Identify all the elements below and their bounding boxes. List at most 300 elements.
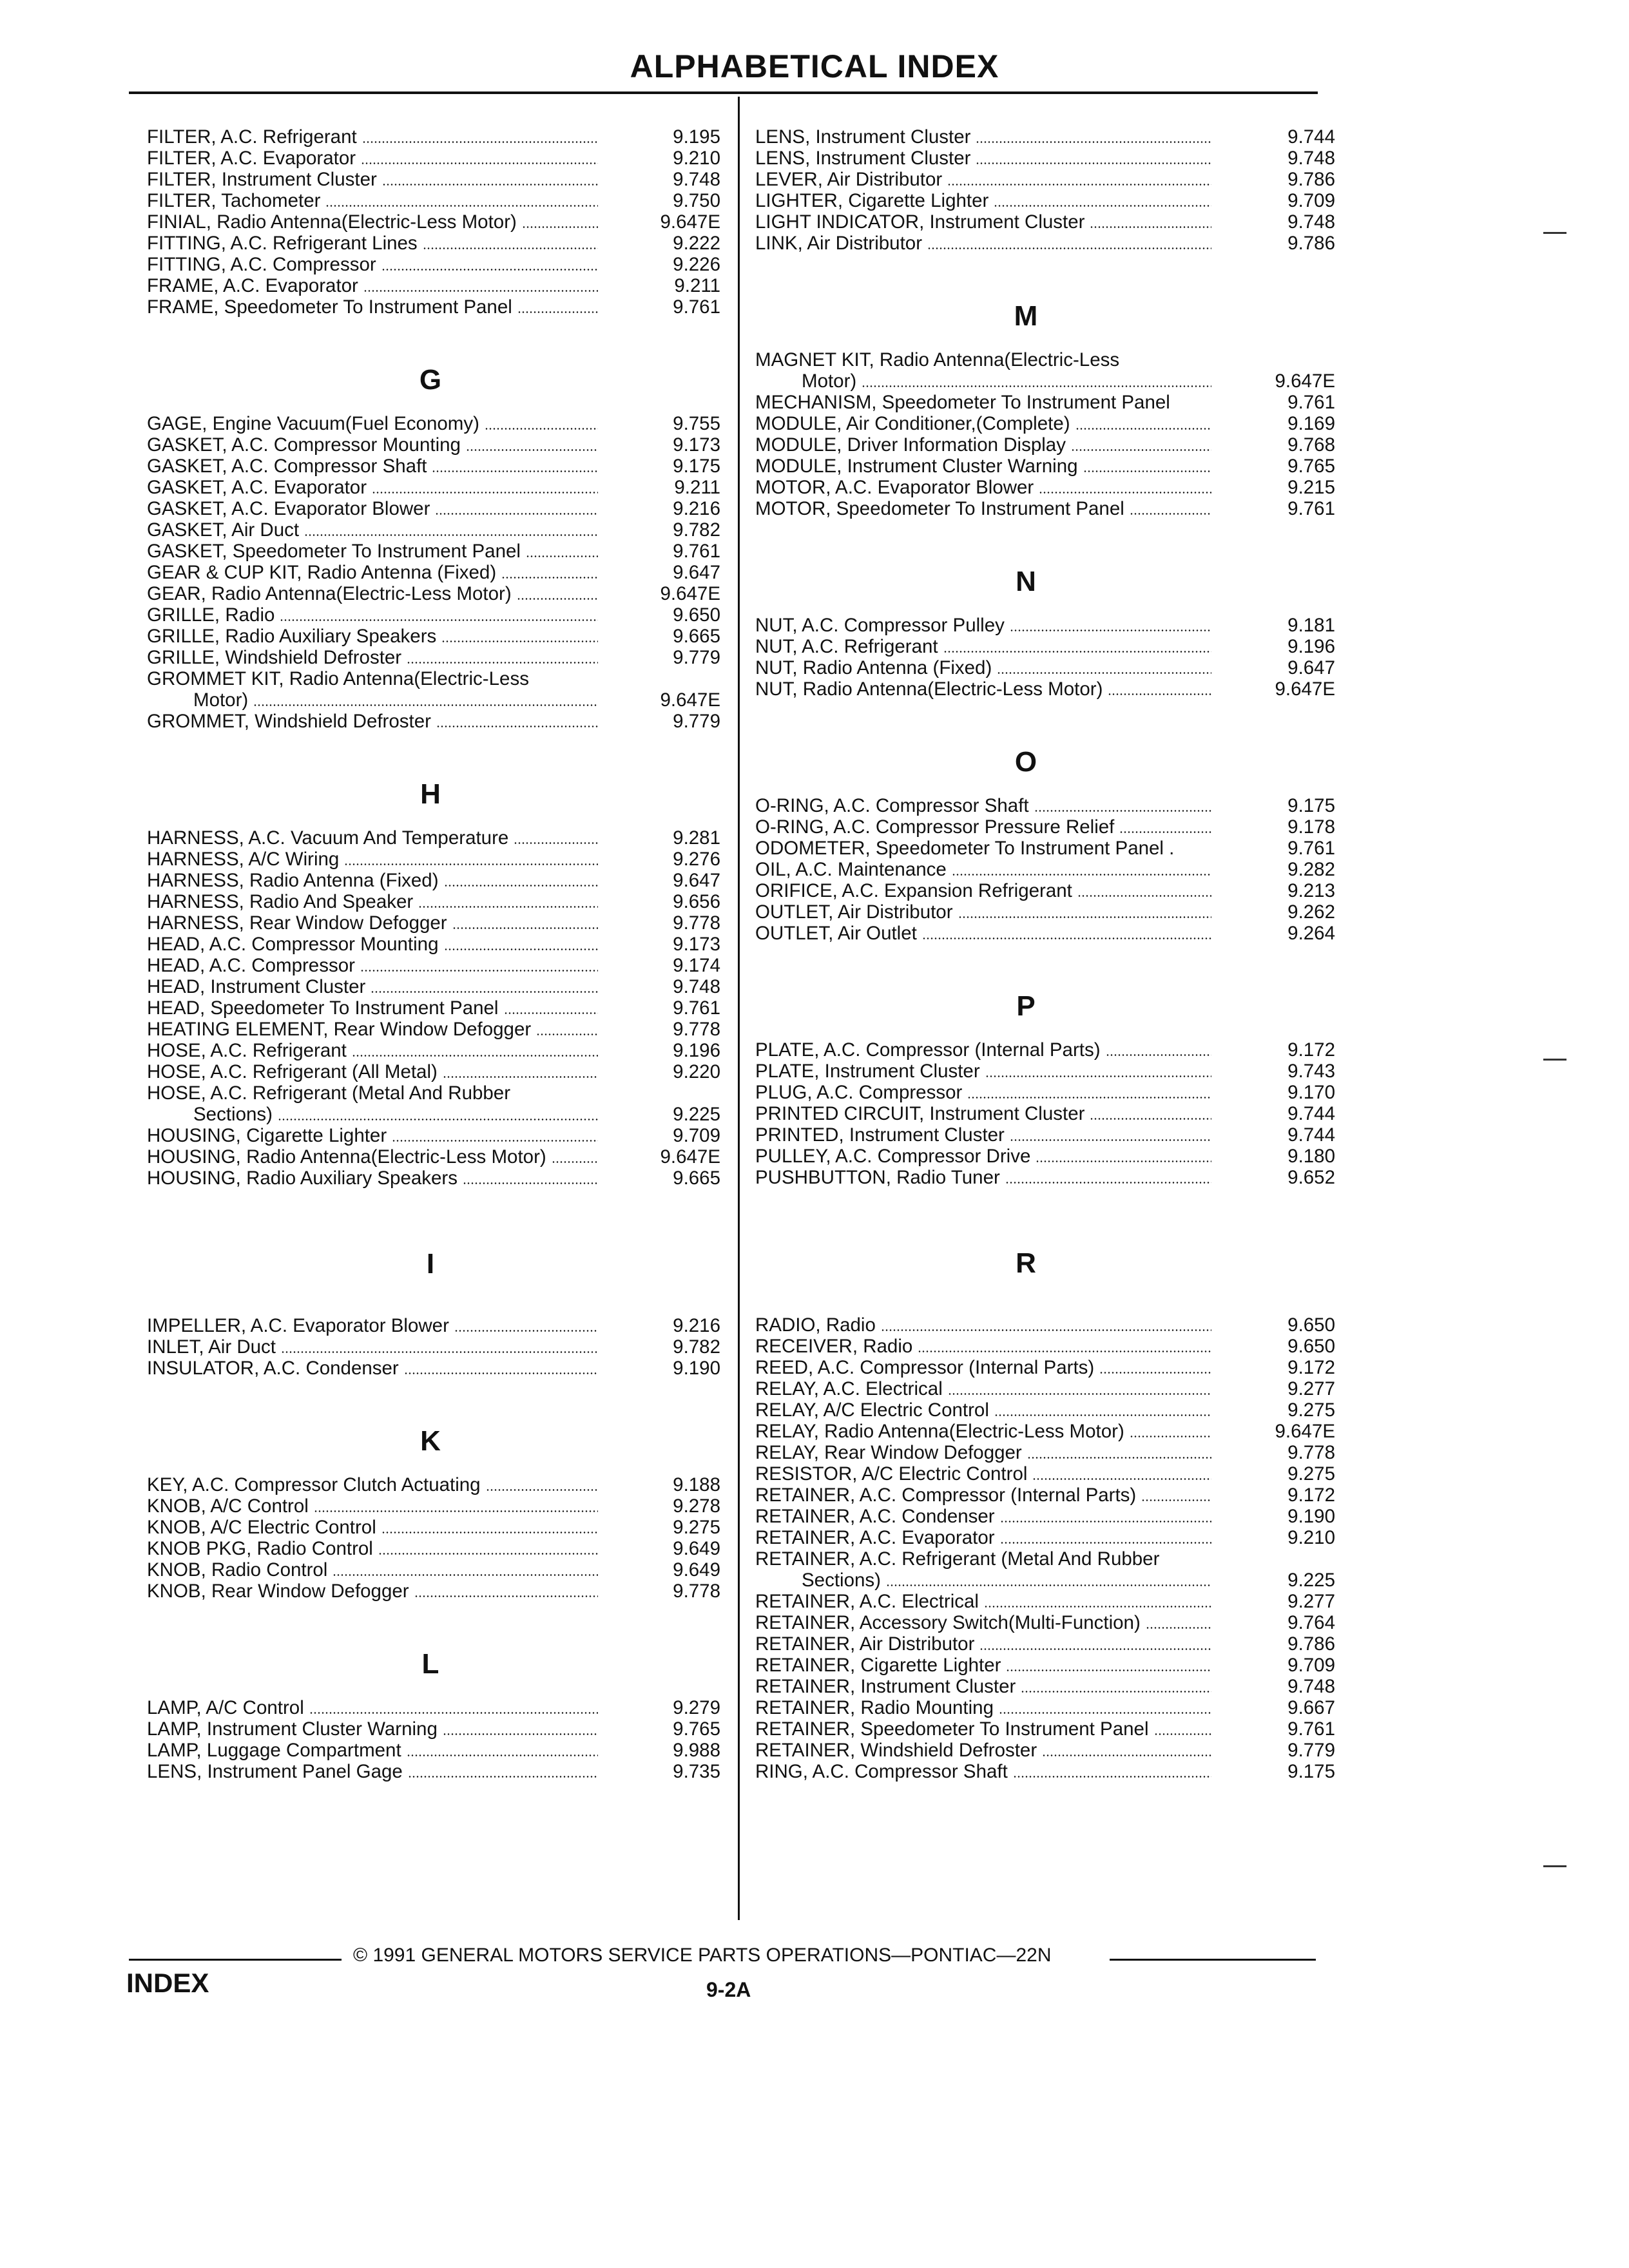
leader-dots xyxy=(1130,1436,1211,1437)
section-letter: K xyxy=(420,1425,441,1457)
leader-dots xyxy=(444,885,598,887)
entry-page-ref: 9.709 xyxy=(673,1125,720,1146)
leader-dots xyxy=(526,555,598,557)
index-entry xyxy=(147,413,720,434)
leader-dots xyxy=(378,1553,598,1555)
entry-page-ref: 9.647 xyxy=(673,562,720,583)
index-entry xyxy=(755,901,1335,923)
entry-page-ref: 9.779 xyxy=(673,711,720,732)
entry-name: PRINTED CIRCUIT, Instrument Cluster xyxy=(755,1103,1085,1124)
entry-page-ref: 9.174 xyxy=(673,955,720,976)
leader-dots xyxy=(994,1414,1211,1416)
leader-dots xyxy=(361,162,598,164)
index-entry xyxy=(147,1761,720,1782)
leader-dots xyxy=(927,247,1211,249)
entry-name: RETAINER, A.C. Condenser xyxy=(755,1506,995,1527)
index-entry xyxy=(755,1146,1335,1167)
entry-page-ref: 9.225 xyxy=(673,1104,720,1125)
entry-name: RETAINER, Accessory Switch(Multi-Function) xyxy=(755,1612,1141,1633)
section-letter: O xyxy=(1014,746,1037,778)
index-entry xyxy=(147,211,720,233)
leader-dots xyxy=(1042,1754,1211,1756)
entry-name: RETAINER, Radio Mounting xyxy=(755,1697,994,1718)
index-entry xyxy=(147,1336,720,1358)
entry-page-ref: 9.175 xyxy=(1287,795,1335,816)
entry-page-ref: 9.761 xyxy=(673,997,720,1019)
entry-page-ref: 9.275 xyxy=(1287,1399,1335,1421)
leader-dots xyxy=(862,385,1211,387)
entry-name: RELAY, A.C. Electrical xyxy=(755,1378,943,1399)
index-entry xyxy=(755,1548,1335,1570)
leader-dots xyxy=(1000,1542,1211,1544)
section-letter: G xyxy=(419,364,442,396)
leader-dots xyxy=(362,141,598,143)
index-entry xyxy=(755,1570,1335,1591)
entry-name: RETAINER, Instrument Cluster xyxy=(755,1676,1016,1697)
entry-name: INLET, Air Duct xyxy=(147,1336,276,1358)
section-letter: M xyxy=(1014,300,1038,332)
entry-page-ref: 9.761 xyxy=(1287,392,1335,413)
entry-page-ref: 9.647E xyxy=(660,211,720,233)
entry-page-ref: 9.262 xyxy=(1287,901,1335,923)
entry-page-ref: 9.180 xyxy=(1287,1146,1335,1167)
leader-dots xyxy=(1036,1160,1211,1162)
leader-dots xyxy=(352,1055,598,1057)
entry-name: MODULE, Instrument Cluster Warning xyxy=(755,456,1078,477)
leader-dots xyxy=(278,1119,598,1120)
index-entry xyxy=(147,275,720,296)
entry-page-ref: 9.665 xyxy=(673,626,720,647)
entry-name: GEAR, Radio Antenna(Electric-Less Motor) xyxy=(147,583,512,604)
entry-page-ref: 9.650 xyxy=(1287,1314,1335,1336)
entry-page-ref: 9.173 xyxy=(673,434,720,456)
entry-page-ref: 9.282 xyxy=(1287,859,1335,880)
footer-page-number: 9-2A xyxy=(706,1978,751,2001)
index-entry xyxy=(147,1082,720,1104)
entry-name: LIGHTER, Cigarette Lighter xyxy=(755,190,989,211)
entry-page-ref: 9.761 xyxy=(1287,1718,1335,1740)
leader-dots xyxy=(325,205,598,207)
leader-dots xyxy=(436,726,598,727)
leader-dots xyxy=(372,492,598,494)
leader-dots xyxy=(1071,449,1211,451)
leader-dots xyxy=(999,1712,1211,1714)
index-entry xyxy=(147,849,720,870)
leader-dots xyxy=(979,1648,1211,1650)
section-letter: R xyxy=(1016,1247,1036,1279)
leader-dots xyxy=(985,1075,1211,1077)
column-divider xyxy=(738,97,740,1920)
entry-name: HOSE, A.C. Refrigerant xyxy=(147,1040,347,1061)
entry-page-ref: 9.647 xyxy=(1287,657,1335,678)
leader-dots xyxy=(360,970,598,972)
entry-name: Motor) xyxy=(802,370,857,392)
entry-page-ref: 9.196 xyxy=(1287,636,1335,657)
entry-name: OUTLET, Air Distributor xyxy=(755,901,953,923)
index-entry xyxy=(755,190,1335,211)
entry-name: O-RING, A.C. Compressor Pressure Relief xyxy=(755,816,1115,838)
leader-dots xyxy=(1013,1776,1211,1778)
index-entry xyxy=(147,912,720,934)
index-entry xyxy=(147,689,720,711)
entry-page-ref: 9.761 xyxy=(1287,498,1335,519)
index-entry xyxy=(755,413,1335,434)
index-entry xyxy=(147,1495,720,1517)
entry-name: HOSE, A.C. Refrigerant (Metal And Rubber xyxy=(147,1082,511,1104)
entry-name: HARNESS, A.C. Vacuum And Temperature xyxy=(147,827,509,849)
entry-name: HEATING ELEMENT, Rear Window Defogger xyxy=(147,1019,532,1040)
index-entry xyxy=(147,1517,720,1538)
leader-dots xyxy=(1090,226,1211,228)
entry-name: LENS, Instrument Cluster xyxy=(755,148,971,169)
entry-page-ref: 9.782 xyxy=(673,1336,720,1358)
entry-page-ref: 9.173 xyxy=(673,934,720,955)
index-entry xyxy=(755,1039,1335,1061)
index-entry xyxy=(755,1633,1335,1655)
entry-name: HOUSING, Radio Auxiliary Speakers xyxy=(147,1168,458,1189)
index-entry xyxy=(755,816,1335,838)
leader-dots xyxy=(435,513,598,515)
entry-name: RETAINER, Cigarette Lighter xyxy=(755,1655,1001,1676)
entry-page-ref: 9.765 xyxy=(673,1718,720,1740)
entry-page-ref: 9.211 xyxy=(674,275,720,296)
leader-dots xyxy=(454,1330,598,1332)
entry-page-ref: 9.650 xyxy=(673,604,720,626)
entry-name: RESISTOR, A/C Electric Control xyxy=(755,1463,1028,1485)
entry-name: GASKET, A.C. Compressor Shaft xyxy=(147,456,427,477)
index-entry xyxy=(755,859,1335,880)
index-entry xyxy=(755,370,1335,392)
entry-page-ref: 9.748 xyxy=(1287,211,1335,233)
entry-name: HARNESS, Radio Antenna (Fixed) xyxy=(147,870,439,891)
entry-name: RETAINER, A.C. Evaporator xyxy=(755,1527,995,1548)
index-entry xyxy=(755,657,1335,678)
entry-name: ORIFICE, A.C. Expansion Refrigerant xyxy=(755,880,1072,901)
index-entry xyxy=(755,233,1335,254)
entry-name: GASKET, Speedometer To Instrument Panel xyxy=(147,541,521,562)
entry-name: RELAY, A/C Electric Control xyxy=(755,1399,989,1421)
entry-name: INSULATOR, A.C. Condenser xyxy=(147,1358,399,1379)
entry-page-ref: 9.761 xyxy=(673,296,720,318)
entry-name: PULLEY, A.C. Compressor Drive xyxy=(755,1146,1031,1167)
entry-name: MODULE, Air Conditioner,(Complete) xyxy=(755,413,1070,434)
index-entry xyxy=(147,519,720,541)
entry-name: FRAME, A.C. Evaporator xyxy=(147,275,358,296)
entry-name: LINK, Air Distributor xyxy=(755,233,923,254)
entry-page-ref: 9.172 xyxy=(1287,1039,1335,1061)
entry-name: MAGNET KIT, Radio Antenna(Electric-Less xyxy=(755,349,1120,370)
entry-name: O-RING, A.C. Compressor Shaft xyxy=(755,795,1029,816)
leader-dots xyxy=(1010,629,1211,631)
index-entry xyxy=(147,1474,720,1495)
leader-dots xyxy=(1032,1478,1211,1480)
index-column-right xyxy=(755,126,1335,1782)
leader-dots xyxy=(423,247,598,249)
entry-name: LIGHT INDICATOR, Instrument Cluster xyxy=(755,211,1085,233)
entry-page-ref: 9.778 xyxy=(673,912,720,934)
index-column-left xyxy=(147,126,720,1782)
index-entry xyxy=(147,190,720,211)
header-rule xyxy=(129,91,1318,94)
entry-page-ref: 9.709 xyxy=(1287,190,1335,211)
leader-dots xyxy=(280,619,598,621)
section-letter-heading xyxy=(147,318,720,413)
entry-page-ref: 9.649 xyxy=(673,1559,720,1581)
entry-page-ref: 9.216 xyxy=(673,498,720,519)
leader-dots xyxy=(1021,1691,1211,1693)
entry-page-ref: 9.172 xyxy=(1287,1357,1335,1378)
leader-dots xyxy=(443,1076,598,1078)
entry-page-ref: 9.278 xyxy=(673,1495,720,1517)
index-entry xyxy=(147,148,720,169)
section-letter-heading xyxy=(147,732,720,827)
entry-name: MECHANISM, Speedometer To Instrument Panel xyxy=(755,392,1170,413)
leader-dots xyxy=(404,1372,598,1374)
entry-page-ref: 9.225 xyxy=(1287,1570,1335,1591)
index-entry xyxy=(147,1718,720,1740)
entry-page-ref: 9.226 xyxy=(673,254,720,275)
index-entry xyxy=(147,1358,720,1379)
leader-dots xyxy=(253,704,598,706)
index-entry xyxy=(755,1612,1335,1633)
entry-name: Motor) xyxy=(193,689,249,711)
entry-name: HEAD, A.C. Compressor xyxy=(147,955,355,976)
entry-page-ref: 9.786 xyxy=(1287,1633,1335,1655)
entry-name: PLUG, A.C. Compressor xyxy=(755,1082,963,1103)
index-entry xyxy=(755,838,1335,859)
entry-page-ref: 9.709 xyxy=(1287,1655,1335,1676)
entry-name: RELAY, Radio Antenna(Electric-Less Motor) xyxy=(755,1421,1124,1442)
index-entry xyxy=(755,1421,1335,1442)
leader-dots xyxy=(514,842,598,844)
index-entry xyxy=(755,1761,1335,1782)
index-entry xyxy=(147,456,720,477)
entry-name: FITTING, A.C. Refrigerant Lines xyxy=(147,233,418,254)
leader-dots xyxy=(947,184,1211,186)
entry-page-ref: 9.275 xyxy=(1287,1463,1335,1485)
leader-dots xyxy=(504,1012,598,1014)
entry-page-ref: 9.178 xyxy=(1287,816,1335,838)
entry-name: RETAINER, A.C. Refrigerant (Metal And Rubber xyxy=(755,1548,1160,1570)
index-entry xyxy=(755,1103,1335,1124)
entry-name: GROMMET, Windshield Defroster xyxy=(147,711,431,732)
index-entry xyxy=(755,1676,1335,1697)
section-letter-heading xyxy=(147,1189,720,1315)
entry-page-ref: 9.665 xyxy=(673,1168,720,1189)
leader-dots xyxy=(1083,470,1211,472)
entry-name: HEAD, A.C. Compressor Mounting xyxy=(147,934,439,955)
index-entry xyxy=(147,1315,720,1336)
entry-page-ref: 9.281 xyxy=(673,827,720,849)
entry-name: KNOB, Rear Window Defogger xyxy=(147,1581,409,1602)
index-entry xyxy=(755,1655,1335,1676)
entry-page-ref: 9.764 xyxy=(1287,1612,1335,1633)
section-letter: L xyxy=(421,1648,439,1680)
entry-name: LENS, Instrument Panel Gage xyxy=(147,1761,403,1782)
entry-page-ref: 9.169 xyxy=(1287,413,1335,434)
leader-dots xyxy=(1106,1054,1211,1056)
margin-mark xyxy=(1543,232,1566,234)
entry-name: HARNESS, Rear Window Defogger xyxy=(147,912,447,934)
entry-page-ref: 9.277 xyxy=(1287,1591,1335,1612)
leader-dots xyxy=(382,184,598,186)
index-entry xyxy=(147,126,720,148)
entry-name: GAGE, Engine Vacuum(Fuel Economy) xyxy=(147,413,479,434)
entry-name: OUTLET, Air Outlet xyxy=(755,923,917,944)
leader-dots xyxy=(407,662,598,664)
index-entry xyxy=(755,1463,1335,1485)
entry-name: RING, A.C. Compressor Shaft xyxy=(755,1761,1008,1782)
index-entry xyxy=(755,477,1335,498)
entry-page-ref: 9.744 xyxy=(1287,126,1335,148)
entry-name: FITTING, A.C. Compressor xyxy=(147,254,376,275)
leader-dots xyxy=(463,1182,598,1184)
entry-page-ref: 9.786 xyxy=(1287,169,1335,190)
entry-page-ref: 9.213 xyxy=(1287,880,1335,901)
leader-dots xyxy=(952,874,1211,876)
entry-name: HEAD, Instrument Cluster xyxy=(147,976,366,997)
entry-page-ref: 9.188 xyxy=(673,1474,720,1495)
entry-name: RETAINER, Speedometer To Instrument Panel xyxy=(755,1718,1149,1740)
entry-name: GROMMET KIT, Radio Antenna(Electric-Less xyxy=(147,668,529,689)
section-letter-heading xyxy=(755,1188,1335,1314)
leader-dots xyxy=(552,1161,598,1163)
index-entry xyxy=(755,1357,1335,1378)
leader-dots xyxy=(1006,1669,1211,1671)
index-entry xyxy=(147,1581,720,1602)
index-entry xyxy=(147,1125,720,1146)
leader-dots xyxy=(1090,1118,1211,1120)
index-entry xyxy=(755,126,1335,148)
entry-page-ref: 9.761 xyxy=(1287,838,1335,859)
entry-page-ref: 9.647E xyxy=(1275,370,1335,392)
entry-page-ref: 9.748 xyxy=(673,169,720,190)
entry-name: NUT, Radio Antenna(Electric-Less Motor) xyxy=(755,678,1103,700)
entry-name: FILTER, Tachometer xyxy=(147,190,321,211)
entry-page-ref: 9.276 xyxy=(673,849,720,870)
leader-dots xyxy=(501,577,598,579)
entry-name: HEAD, Speedometer To Instrument Panel xyxy=(147,997,499,1019)
entry-name: KNOB, A/C Electric Control xyxy=(147,1517,376,1538)
entry-page-ref: 9.667 xyxy=(1287,1697,1335,1718)
footer-rule-left xyxy=(129,1959,342,1961)
entry-name: NUT, Radio Antenna (Fixed) xyxy=(755,657,992,678)
entry-page-ref: 9.744 xyxy=(1287,1103,1335,1124)
entry-page-ref: 9.647E xyxy=(1275,678,1335,700)
entry-name: GASKET, A.C. Evaporator Blower xyxy=(147,498,430,519)
entry-page-ref: 9.779 xyxy=(673,647,720,668)
footer-copyright: © 1991 GENERAL MOTORS SERVICE PARTS OPERATIONS—PONTIAC—22N xyxy=(353,1945,1052,1966)
index-entry xyxy=(147,604,720,626)
leader-dots xyxy=(1034,810,1211,812)
index-entry xyxy=(147,668,720,689)
leader-dots xyxy=(1010,1139,1211,1141)
entry-page-ref: 9.656 xyxy=(673,891,720,912)
index-entry xyxy=(147,1697,720,1718)
entry-page-ref: 9.988 xyxy=(673,1740,720,1761)
entry-name: LAMP, Luggage Compartment xyxy=(147,1740,401,1761)
index-entry xyxy=(755,1399,1335,1421)
index-entry xyxy=(755,1124,1335,1146)
entry-page-ref: 9.190 xyxy=(1287,1506,1335,1527)
entry-page-ref: 9.650 xyxy=(1287,1336,1335,1357)
section-letter: I xyxy=(426,1248,435,1280)
index-entry xyxy=(755,795,1335,816)
index-entry xyxy=(147,1538,720,1559)
leader-dots xyxy=(958,916,1211,918)
leader-dots xyxy=(1130,513,1211,515)
index-entry xyxy=(755,434,1335,456)
footer-rule-right xyxy=(1110,1959,1316,1961)
index-entry xyxy=(755,1527,1335,1548)
section-letter-heading xyxy=(755,254,1335,349)
leader-dots xyxy=(408,1776,598,1778)
leader-dots xyxy=(881,1329,1211,1331)
index-entry xyxy=(147,498,720,519)
leader-dots xyxy=(1119,831,1211,833)
index-entry xyxy=(147,626,720,647)
leader-dots xyxy=(536,1033,598,1035)
entry-name: LAMP, Instrument Cluster Warning xyxy=(147,1718,438,1740)
leader-dots xyxy=(976,162,1211,164)
entry-name: LEVER, Air Distributor xyxy=(755,169,943,190)
index-entry xyxy=(147,1559,720,1581)
entry-name: PLATE, Instrument Cluster xyxy=(755,1061,980,1082)
index-entry xyxy=(147,1104,720,1125)
index-entry xyxy=(755,923,1335,944)
index-entry xyxy=(755,1718,1335,1740)
entry-page-ref: 9.210 xyxy=(1287,1527,1335,1548)
entry-page-ref: 9.649 xyxy=(673,1538,720,1559)
section-letter-heading xyxy=(147,1379,720,1474)
leader-dots xyxy=(522,226,598,228)
leader-dots xyxy=(344,863,598,865)
index-entry xyxy=(755,392,1335,413)
index-entry xyxy=(755,1167,1335,1188)
index-entry xyxy=(755,1061,1335,1082)
leader-dots xyxy=(371,991,598,993)
leader-dots xyxy=(1039,492,1211,494)
leader-dots xyxy=(517,598,598,600)
entry-name: PUSHBUTTON, Radio Tuner xyxy=(755,1167,1000,1188)
entry-name: GASKET, Air Duct xyxy=(147,519,300,541)
leader-dots xyxy=(943,651,1211,653)
entry-name: KNOB PKG, Radio Control xyxy=(147,1538,373,1559)
index-entry xyxy=(147,827,720,849)
index-entry xyxy=(147,541,720,562)
entry-name: RETAINER, Air Distributor xyxy=(755,1633,975,1655)
entry-name: KNOB, Radio Control xyxy=(147,1559,328,1581)
entry-name: RETAINER, A.C. Compressor (Internal Parts) xyxy=(755,1485,1137,1506)
entry-name: FILTER, A.C. Refrigerant xyxy=(147,126,357,148)
entry-name: IMPELLER, A.C. Evaporator Blower xyxy=(147,1315,449,1336)
leader-dots xyxy=(948,1393,1211,1395)
index-entry xyxy=(147,562,720,583)
leader-dots xyxy=(304,534,598,536)
leader-dots xyxy=(418,906,598,908)
index-entry xyxy=(755,1314,1335,1336)
index-entry xyxy=(147,583,720,604)
index-entry xyxy=(147,1040,720,1061)
leader-dots xyxy=(381,269,598,271)
leader-dots xyxy=(517,311,598,313)
entry-page-ref: 9.170 xyxy=(1287,1082,1335,1103)
entry-page-ref: 9.220 xyxy=(673,1061,720,1082)
section-letter-heading xyxy=(755,944,1335,1039)
leader-dots xyxy=(1005,1182,1211,1184)
leader-dots xyxy=(444,948,598,950)
entry-page-ref: 9.750 xyxy=(673,190,720,211)
